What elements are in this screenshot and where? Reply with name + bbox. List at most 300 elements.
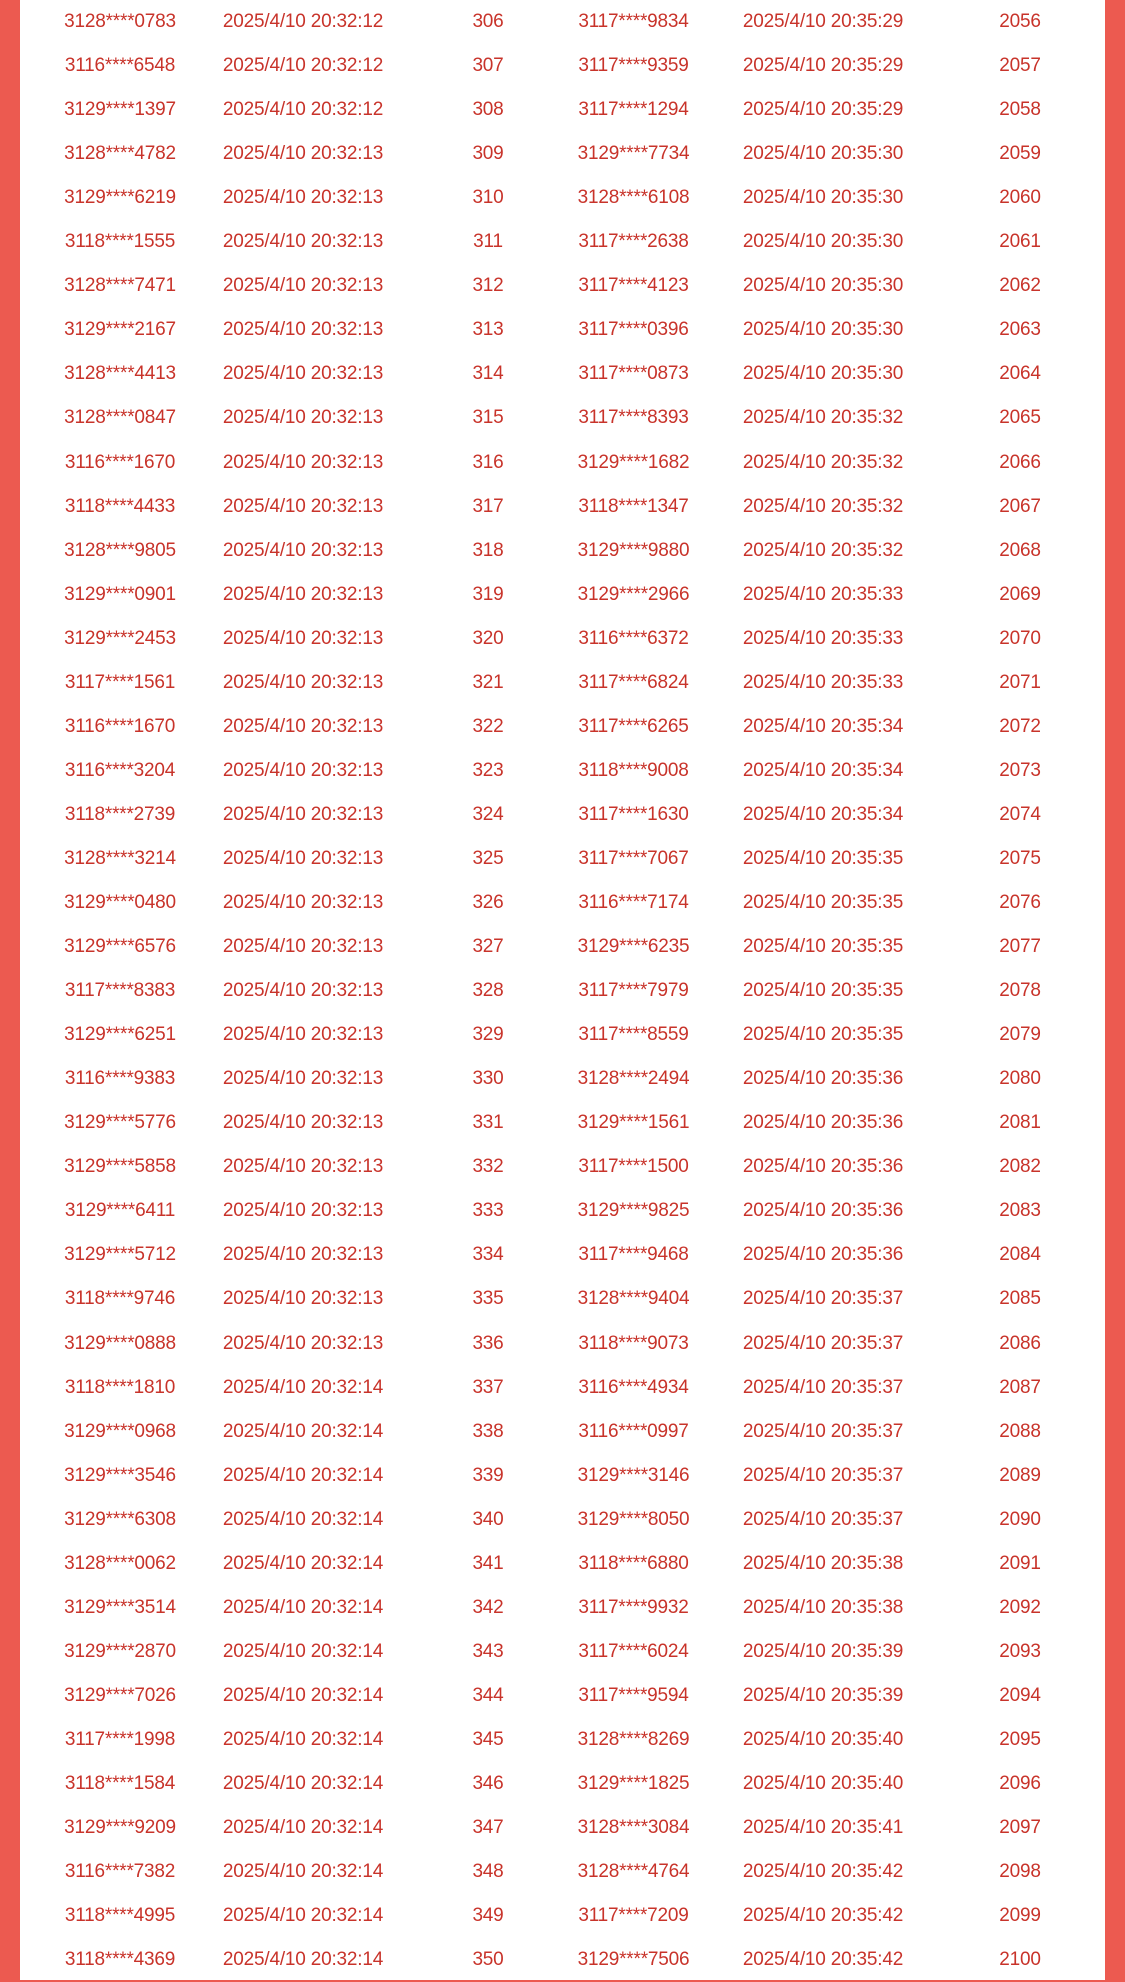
- rank-number-cell: 2057: [999, 55, 1041, 77]
- timestamp-cell: 2025/4/10 20:35:36: [742, 1200, 904, 1222]
- timestamp-cell: 2025/4/10 20:35:32: [742, 539, 904, 561]
- timestamp-cell: 2025/4/10 20:35:42: [742, 1949, 904, 1971]
- rank-number-cell: 342: [472, 1596, 504, 1618]
- timestamp-cell: 2025/4/10 20:35:35: [742, 892, 904, 913]
- timestamp-cell: 2025/4/10 20:32:13: [222, 363, 384, 385]
- timestamp-cell: 2025/4/10 20:32:14: [222, 1552, 384, 1574]
- timestamp-cell: 2025/4/10 20:32:13: [222, 1068, 384, 1090]
- timestamp-cell: 2025/4/10 20:32:13: [222, 715, 384, 737]
- user-id-cell: 3129****0888: [64, 1332, 176, 1354]
- timestamp-cell: 2025/4/10 20:32:14: [222, 1949, 384, 1971]
- rank-number-cell: 2067: [999, 495, 1041, 517]
- user-id-cell: 3129****9825: [577, 1200, 690, 1222]
- table-row: [546, 925, 1105, 969]
- user-id-cell: 3118****6880: [578, 1552, 689, 1574]
- table-row: [20, 132, 546, 176]
- timestamp-cell: 2025/4/10 20:35:35: [742, 980, 904, 1002]
- timestamp-cell: 2025/4/10 20:32:14: [222, 1817, 384, 1839]
- timestamp-cell: 2025/4/10 20:32:13: [222, 980, 384, 1002]
- timestamp-cell: 2025/4/10 20:32:13: [222, 1112, 384, 1134]
- results-panel: [20, 0, 1105, 1980]
- user-id-cell: 3129****1682: [577, 451, 690, 473]
- rank-number-cell: 2090: [999, 1508, 1041, 1530]
- table-row: [20, 1762, 546, 1806]
- user-id-cell: 3117****1500: [578, 1156, 689, 1178]
- table-row: [546, 1101, 1105, 1145]
- timestamp-cell: 2025/4/10 20:32:14: [222, 1773, 384, 1794]
- rank-number-cell: 2071: [999, 671, 1041, 693]
- table-row: [546, 1894, 1105, 1938]
- rank-number-cell: 319: [472, 583, 504, 605]
- timestamp-cell: 2025/4/10 20:35:42: [742, 1905, 904, 1927]
- user-id-cell: 3118****9746: [64, 1288, 176, 1310]
- timestamp-cell: 2025/4/10 20:32:13: [222, 671, 384, 693]
- table-row: [546, 617, 1105, 661]
- rank-number-cell: 2066: [999, 451, 1041, 473]
- rank-number-cell: 334: [472, 1244, 504, 1266]
- timestamp-cell: 2025/4/10 20:35:33: [742, 671, 904, 693]
- rank-number-cell: 321: [472, 671, 504, 693]
- table-row: [20, 1277, 546, 1321]
- timestamp-cell: 2025/4/10 20:35:30: [742, 231, 904, 253]
- table-row: [20, 969, 546, 1013]
- timestamp-cell: 2025/4/10 20:35:30: [742, 319, 904, 341]
- table-row: [20, 1057, 546, 1101]
- table-row: [20, 396, 546, 440]
- rank-number-cell: 2093: [999, 1640, 1041, 1662]
- rank-number-cell: 320: [472, 627, 504, 649]
- user-id-cell: 3116****4934: [578, 1376, 689, 1398]
- rank-number-cell: 338: [472, 1420, 504, 1442]
- table-row: [20, 617, 546, 661]
- table-row: [546, 1410, 1105, 1454]
- timestamp-cell: 2025/4/10 20:32:13: [222, 407, 384, 429]
- rank-number-cell: 2078: [999, 980, 1041, 1002]
- table-row: [546, 1718, 1105, 1762]
- timestamp-cell: 2025/4/10 20:32:13: [222, 1156, 384, 1178]
- timestamp-cell: 2025/4/10 20:32:13: [222, 803, 384, 825]
- table-row: [546, 1674, 1105, 1718]
- rank-number-cell: 307: [472, 55, 504, 77]
- timestamp-cell: 2025/4/10 20:35:37: [742, 1420, 904, 1442]
- table-row: [546, 1806, 1105, 1850]
- user-id-cell: 3117****6824: [578, 671, 689, 693]
- rank-number-cell: 2060: [999, 187, 1041, 209]
- table-row: [546, 44, 1105, 88]
- rank-number-cell: 328: [472, 980, 504, 1002]
- rank-number-cell: 2073: [999, 759, 1041, 781]
- timestamp-cell: 2025/4/10 20:32:13: [222, 1288, 384, 1310]
- user-id-cell: 3117****9468: [578, 1244, 689, 1266]
- timestamp-cell: 2025/4/10 20:32:14: [222, 1728, 384, 1750]
- rank-number-cell: 306: [472, 11, 504, 32]
- user-id-cell: 3129****1397: [64, 99, 176, 121]
- table-row: [546, 1850, 1105, 1894]
- user-id-cell: 3128****0847: [64, 407, 176, 429]
- user-id-cell: 3129****8050: [577, 1508, 690, 1530]
- timestamp-cell: 2025/4/10 20:32:14: [222, 1640, 384, 1662]
- user-id-cell: 3128****2494: [577, 1068, 690, 1090]
- table-row: [20, 1630, 546, 1674]
- rank-number-cell: 2059: [999, 143, 1041, 165]
- user-id-cell: 3129****5858: [64, 1156, 176, 1178]
- rank-number-cell: 2079: [999, 1024, 1041, 1046]
- table-row: [20, 1586, 546, 1630]
- rank-number-cell: 2083: [999, 1200, 1041, 1222]
- timestamp-cell: 2025/4/10 20:35:29: [742, 11, 904, 32]
- table-row: [20, 529, 546, 573]
- timestamp-cell: 2025/4/10 20:35:30: [742, 275, 904, 297]
- table-row: [546, 969, 1105, 1013]
- user-id-cell: 3128****6108: [577, 187, 690, 209]
- table-row: [20, 1674, 546, 1718]
- timestamp-cell: 2025/4/10 20:32:14: [222, 1420, 384, 1442]
- user-id-cell: 3128****4413: [64, 363, 176, 385]
- table-row: [546, 132, 1105, 176]
- table-row: [20, 1410, 546, 1454]
- user-id-cell: 3128****7471: [64, 275, 176, 297]
- table-row: [546, 1366, 1105, 1410]
- user-id-cell: 3116****1670: [64, 451, 176, 473]
- rank-number-cell: 349: [472, 1905, 504, 1927]
- timestamp-cell: 2025/4/10 20:32:13: [222, 759, 384, 781]
- user-id-cell: 3129****5712: [64, 1244, 176, 1266]
- rank-number-cell: 2072: [999, 715, 1041, 737]
- user-id-cell: 3117****0873: [578, 363, 689, 385]
- user-id-cell: 3128****8269: [577, 1728, 690, 1750]
- rank-number-cell: 2094: [999, 1684, 1041, 1706]
- user-id-cell: 3129****0968: [64, 1420, 176, 1442]
- user-id-cell: 3117****7979: [578, 980, 689, 1002]
- timestamp-cell: 2025/4/10 20:32:13: [222, 1332, 384, 1354]
- timestamp-cell: 2025/4/10 20:35:37: [742, 1376, 904, 1398]
- table-row: [20, 1850, 546, 1894]
- rank-number-cell: 330: [472, 1068, 504, 1090]
- table-row: [20, 1498, 546, 1542]
- user-id-cell: 3129****2167: [64, 319, 176, 341]
- rank-number-cell: 329: [472, 1024, 504, 1046]
- user-id-cell: 3129****9209: [64, 1817, 176, 1839]
- user-id-cell: 3118****4369: [64, 1949, 176, 1971]
- rank-number-cell: 314: [472, 363, 504, 385]
- timestamp-cell: 2025/4/10 20:32:13: [222, 495, 384, 517]
- table-row: [546, 1233, 1105, 1277]
- timestamp-cell: 2025/4/10 20:32:13: [222, 275, 384, 297]
- table-row: [546, 1498, 1105, 1542]
- rank-number-cell: 341: [472, 1552, 504, 1574]
- user-id-cell: 3118****1555: [64, 231, 176, 253]
- user-id-cell: 3128****0062: [64, 1552, 176, 1574]
- table-row: [20, 1233, 546, 1277]
- timestamp-cell: 2025/4/10 20:32:13: [222, 187, 384, 209]
- user-id-cell: 3117****6024: [578, 1640, 689, 1662]
- table-row: [546, 1454, 1105, 1498]
- user-id-cell: 3118****4433: [64, 495, 176, 517]
- table-row: [546, 352, 1105, 396]
- timestamp-cell: 2025/4/10 20:32:14: [222, 1905, 384, 1927]
- rank-number-cell: 2098: [999, 1861, 1041, 1883]
- user-id-cell: 3117****1998: [64, 1728, 176, 1750]
- table-row: [20, 1938, 546, 1982]
- timestamp-cell: 2025/4/10 20:35:29: [742, 99, 904, 121]
- timestamp-cell: 2025/4/10 20:32:13: [222, 319, 384, 341]
- user-id-cell: 3128****0783: [64, 11, 176, 32]
- user-id-cell: 3117****8559: [578, 1024, 689, 1046]
- timestamp-cell: 2025/4/10 20:32:12: [222, 55, 384, 77]
- user-id-cell: 3129****2453: [64, 627, 176, 649]
- table-row: [20, 1806, 546, 1850]
- table-row: [546, 0, 1105, 44]
- timestamp-cell: 2025/4/10 20:35:33: [742, 627, 904, 649]
- rank-number-cell: 322: [472, 715, 504, 737]
- rank-number-cell: 2077: [999, 936, 1041, 958]
- user-id-cell: 3129****6235: [577, 936, 690, 958]
- user-id-cell: 3117****9932: [578, 1596, 689, 1618]
- user-id-cell: 3117****8393: [578, 407, 689, 429]
- rank-number-cell: 325: [472, 847, 504, 869]
- table-row: [546, 573, 1105, 617]
- rank-number-cell: 345: [472, 1728, 504, 1750]
- rank-number-cell: 336: [472, 1332, 504, 1354]
- rank-number-cell: 2096: [999, 1773, 1041, 1794]
- user-id-cell: 3117****1294: [578, 99, 689, 121]
- rank-number-cell: 2081: [999, 1112, 1041, 1134]
- timestamp-cell: 2025/4/10 20:32:13: [222, 892, 384, 913]
- table-row: [20, 88, 546, 132]
- rank-number-cell: 2064: [999, 363, 1041, 385]
- user-id-cell: 3117****0396: [578, 319, 689, 341]
- timestamp-cell: 2025/4/10 20:35:36: [742, 1244, 904, 1266]
- user-id-cell: 3116****7382: [64, 1861, 176, 1883]
- table-row: [546, 1542, 1105, 1586]
- timestamp-cell: 2025/4/10 20:35:32: [742, 451, 904, 473]
- timestamp-cell: 2025/4/10 20:35:39: [742, 1684, 904, 1706]
- rank-number-cell: 347: [472, 1817, 504, 1839]
- table-row: [20, 881, 546, 925]
- rank-number-cell: 2062: [999, 275, 1041, 297]
- timestamp-cell: 2025/4/10 20:32:13: [222, 451, 384, 473]
- table-row: [546, 529, 1105, 573]
- user-id-cell: 3129****3146: [577, 1464, 690, 1486]
- rank-number-cell: 323: [472, 759, 504, 781]
- timestamp-cell: 2025/4/10 20:32:14: [222, 1596, 384, 1618]
- timestamp-cell: 2025/4/10 20:32:13: [222, 231, 384, 253]
- timestamp-cell: 2025/4/10 20:35:32: [742, 407, 904, 429]
- table-row: [546, 1057, 1105, 1101]
- timestamp-cell: 2025/4/10 20:35:37: [742, 1288, 904, 1310]
- user-id-cell: 3118****9073: [578, 1332, 689, 1354]
- table-row: [546, 837, 1105, 881]
- table-row: [20, 749, 546, 793]
- user-id-cell: 3117****9834: [578, 11, 689, 32]
- user-id-cell: 3118****4995: [64, 1905, 176, 1927]
- timestamp-cell: 2025/4/10 20:35:33: [742, 583, 904, 605]
- table-row: [20, 793, 546, 837]
- user-id-cell: 3128****9404: [577, 1288, 690, 1310]
- user-id-cell: 3117****7209: [578, 1905, 689, 1927]
- user-id-cell: 3129****6411: [64, 1200, 176, 1222]
- timestamp-cell: 2025/4/10 20:35:35: [742, 847, 904, 869]
- user-id-cell: 3129****2870: [64, 1640, 176, 1662]
- rank-number-cell: 2088: [999, 1420, 1041, 1442]
- timestamp-cell: 2025/4/10 20:35:32: [742, 495, 904, 517]
- rank-number-cell: 333: [472, 1200, 504, 1222]
- timestamp-cell: 2025/4/10 20:35:40: [742, 1728, 904, 1750]
- user-id-cell: 3129****1561: [577, 1112, 690, 1134]
- rank-number-cell: 327: [472, 936, 504, 958]
- user-id-cell: 3116****7174: [578, 892, 689, 913]
- timestamp-cell: 2025/4/10 20:35:42: [742, 1861, 904, 1883]
- user-id-cell: 3129****3514: [64, 1596, 176, 1618]
- table-row: [20, 661, 546, 705]
- user-id-cell: 3117****1630: [578, 803, 689, 825]
- timestamp-cell: 2025/4/10 20:35:39: [742, 1640, 904, 1662]
- table-row: [546, 1013, 1105, 1057]
- rank-number-cell: 2058: [999, 99, 1041, 121]
- rank-number-cell: 317: [472, 495, 504, 517]
- rank-number-cell: 311: [473, 231, 503, 253]
- user-id-cell: 3117****8383: [64, 980, 176, 1002]
- table-row: [20, 1454, 546, 1498]
- timestamp-cell: 2025/4/10 20:35:38: [742, 1596, 904, 1618]
- timestamp-cell: 2025/4/10 20:32:14: [222, 1508, 384, 1530]
- user-id-cell: 3118****1810: [64, 1376, 176, 1398]
- timestamp-cell: 2025/4/10 20:32:13: [222, 583, 384, 605]
- table-row: [20, 1542, 546, 1586]
- table-row: [546, 1322, 1105, 1366]
- timestamp-cell: 2025/4/10 20:32:14: [222, 1861, 384, 1883]
- table-row: [546, 88, 1105, 132]
- rank-number-cell: 2056: [999, 11, 1041, 32]
- table-row: [546, 1630, 1105, 1674]
- user-id-cell: 3117****2638: [578, 231, 689, 253]
- rank-number-cell: 335: [472, 1288, 504, 1310]
- rank-number-cell: 2095: [999, 1728, 1041, 1750]
- user-id-cell: 3129****9880: [577, 539, 690, 561]
- timestamp-cell: 2025/4/10 20:32:13: [222, 847, 384, 869]
- timestamp-cell: 2025/4/10 20:35:30: [742, 143, 904, 165]
- timestamp-cell: 2025/4/10 20:35:34: [742, 803, 904, 825]
- rank-number-cell: 318: [472, 539, 504, 561]
- user-id-cell: 3117****4123: [578, 275, 689, 297]
- rank-number-cell: 326: [472, 892, 504, 913]
- table-row: [20, 1718, 546, 1762]
- user-id-cell: 3118****1347: [578, 495, 689, 517]
- timestamp-cell: 2025/4/10 20:35:30: [742, 363, 904, 385]
- rank-number-cell: 2100: [999, 1949, 1041, 1971]
- user-id-cell: 3129****5776: [64, 1112, 176, 1134]
- table-row: [546, 1145, 1105, 1189]
- user-id-cell: 3116****1670: [64, 715, 176, 737]
- timestamp-cell: 2025/4/10 20:35:36: [742, 1112, 904, 1134]
- timestamp-cell: 2025/4/10 20:32:14: [222, 1376, 384, 1398]
- rank-number-cell: 2063: [999, 319, 1041, 341]
- timestamp-cell: 2025/4/10 20:35:38: [742, 1552, 904, 1574]
- table-row: [20, 44, 546, 88]
- rank-number-cell: 2076: [999, 892, 1041, 913]
- user-id-cell: 3116****9383: [64, 1068, 176, 1090]
- timestamp-cell: 2025/4/10 20:32:13: [222, 1024, 384, 1046]
- user-id-cell: 3128****3084: [577, 1817, 690, 1839]
- left-results-column-group: [20, 0, 546, 1980]
- timestamp-cell: 2025/4/10 20:35:37: [742, 1508, 904, 1530]
- rank-number-cell: 2099: [999, 1905, 1041, 1927]
- rank-number-cell: 2065: [999, 407, 1041, 429]
- timestamp-cell: 2025/4/10 20:32:12: [222, 11, 384, 32]
- rank-number-cell: 2068: [999, 539, 1041, 561]
- table-row: [546, 485, 1105, 529]
- user-id-cell: 3129****7734: [577, 143, 690, 165]
- table-row: [546, 661, 1105, 705]
- user-id-cell: 3117****9359: [578, 55, 689, 77]
- rank-number-cell: 312: [472, 275, 504, 297]
- timestamp-cell: 2025/4/10 20:35:35: [742, 936, 904, 958]
- rank-number-cell: 332: [472, 1156, 504, 1178]
- table-row: [20, 1101, 546, 1145]
- user-id-cell: 3117****9594: [578, 1684, 689, 1706]
- rank-number-cell: 324: [472, 803, 504, 825]
- table-row: [546, 705, 1105, 749]
- table-row: [20, 264, 546, 308]
- table-row: [20, 441, 546, 485]
- table-row: [20, 352, 546, 396]
- rank-number-cell: 343: [472, 1640, 504, 1662]
- table-row: [20, 1145, 546, 1189]
- rank-number-cell: 2082: [999, 1156, 1041, 1178]
- timestamp-cell: 2025/4/10 20:35:41: [742, 1817, 904, 1839]
- table-row: [20, 1366, 546, 1410]
- table-row: [20, 925, 546, 969]
- rank-number-cell: 350: [472, 1949, 504, 1971]
- rank-number-cell: 313: [472, 319, 504, 341]
- timestamp-cell: 2025/4/10 20:35:37: [742, 1464, 904, 1486]
- table-row: [546, 749, 1105, 793]
- user-id-cell: 3129****0480: [64, 892, 176, 913]
- table-row: [546, 220, 1105, 264]
- timestamp-cell: 2025/4/10 20:32:12: [222, 99, 384, 121]
- timestamp-cell: 2025/4/10 20:32:13: [222, 539, 384, 561]
- user-id-cell: 3129****1825: [577, 1773, 690, 1794]
- timestamp-cell: 2025/4/10 20:35:30: [742, 187, 904, 209]
- timestamp-cell: 2025/4/10 20:35:29: [742, 55, 904, 77]
- rank-number-cell: 2089: [999, 1464, 1041, 1486]
- user-id-cell: 3118****1584: [64, 1773, 176, 1794]
- user-id-cell: 3116****3204: [64, 759, 176, 781]
- timestamp-cell: 2025/4/10 20:32:13: [222, 1244, 384, 1266]
- rank-number-cell: 2080: [999, 1068, 1041, 1090]
- rank-number-cell: 2092: [999, 1596, 1041, 1618]
- user-id-cell: 3129****2966: [577, 583, 690, 605]
- table-row: [546, 396, 1105, 440]
- rank-number-cell: 2086: [999, 1332, 1041, 1354]
- table-row: [546, 1277, 1105, 1321]
- user-id-cell: 3116****6548: [64, 55, 176, 77]
- table-row: [546, 264, 1105, 308]
- rank-number-cell: 339: [472, 1464, 504, 1486]
- rank-number-cell: 2069: [999, 583, 1041, 605]
- user-id-cell: 3117****7067: [578, 847, 689, 869]
- user-id-cell: 3117****1561: [64, 671, 176, 693]
- user-id-cell: 3129****6576: [64, 936, 176, 958]
- rank-number-cell: 331: [472, 1112, 504, 1134]
- table-row: [546, 1938, 1105, 1982]
- table-row: [20, 220, 546, 264]
- user-id-cell: 3129****6219: [64, 187, 176, 209]
- user-id-cell: 3129****3546: [64, 1464, 176, 1486]
- rank-number-cell: 340: [472, 1508, 504, 1530]
- user-id-cell: 3129****0901: [64, 583, 176, 605]
- table-row: [20, 705, 546, 749]
